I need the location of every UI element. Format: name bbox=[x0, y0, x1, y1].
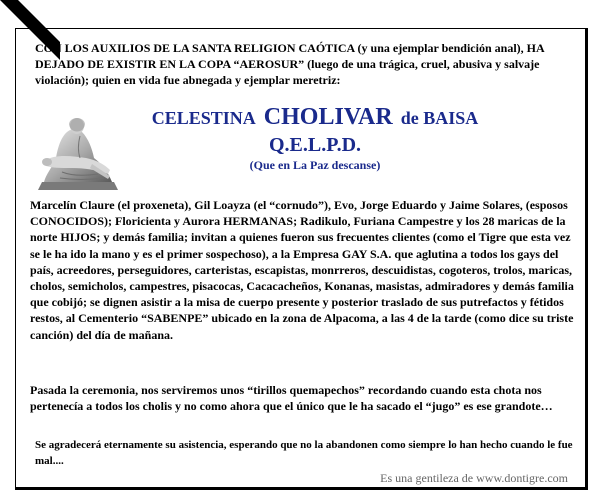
rip-subtitle: (Que en La Paz descanse) bbox=[249, 158, 381, 172]
qelpd-heading: Q.E.L.P.D. bbox=[268, 134, 362, 156]
thanks-paragraph: Se agradecerá eternamente su asistencia, esperando que no la abandonen como siempre lo han hecho cuando le fue mal.... bbox=[35, 439, 573, 467]
first-name: CELESTINA bbox=[151, 108, 256, 128]
pieta-statue-image bbox=[32, 112, 122, 192]
credit-line: Es una gentileza de www.dontigre.com bbox=[380, 471, 568, 485]
name-suffix: de BAISA bbox=[400, 108, 479, 128]
surname: CHOLIVAR bbox=[263, 104, 393, 130]
family-paragraph: Marcelín Claure (el proxeneta), Gil Loayza (el “cornudo”), Evo, Jorge Eduardo y Jaime Solares, (esposos CONOCIDOS); Floricienta y Aurora HERMANAS; Radikulo, Furiana Campestre y los 28 maricas de la norte HIJOS; y demás familia; invitan a quienes fueron sus frecuentes clientes (como el Tigre que esta vez se le ha ido la mano y es el primer sospechoso), a la Empresa GAY S.A. que aglutina a todos los gays del país, acreedores, perseguidores, carteristas, escapistas, monrreros, descuidistas, cogoteros, trolos, maricas, cholos, semicholos, campestres, pisacocas, Cacacacheños, Konanas, masistas, admiradores y demás familia que cobijó; se dignen asistir a la misa de cuerpo presente y posterior traslado de sus putrefactos y fétidos restos, al Cementerio “SABENPE” ubicado en la zona de Alpacoma, a las 4 de la tarde (como dice su triste canción) del día de mañana. bbox=[30, 198, 574, 342]
deceased-name bbox=[130, 104, 500, 131]
ceremony-paragraph: Pasada la ceremonia, nos serviremos unos “tirillos quemapechos” recordando cuando esta chota nos pertenecía a todos los cholis y no como ahora que el único que le ha sacado el “jugo” es ese grandote… bbox=[30, 383, 553, 414]
intro-paragraph: CON LOS AUXILIOS DE LA SANTA RELIGION CAÓTICA (y una ejemplar bendición anal), HA DEJADO DE EXISTIR EN LA COPA “AEROSUR” (luego de una trágica, cruel, abusiva y salvaje violación); quien en vida fue abnegada y ejemplar meretriz: bbox=[35, 41, 544, 87]
